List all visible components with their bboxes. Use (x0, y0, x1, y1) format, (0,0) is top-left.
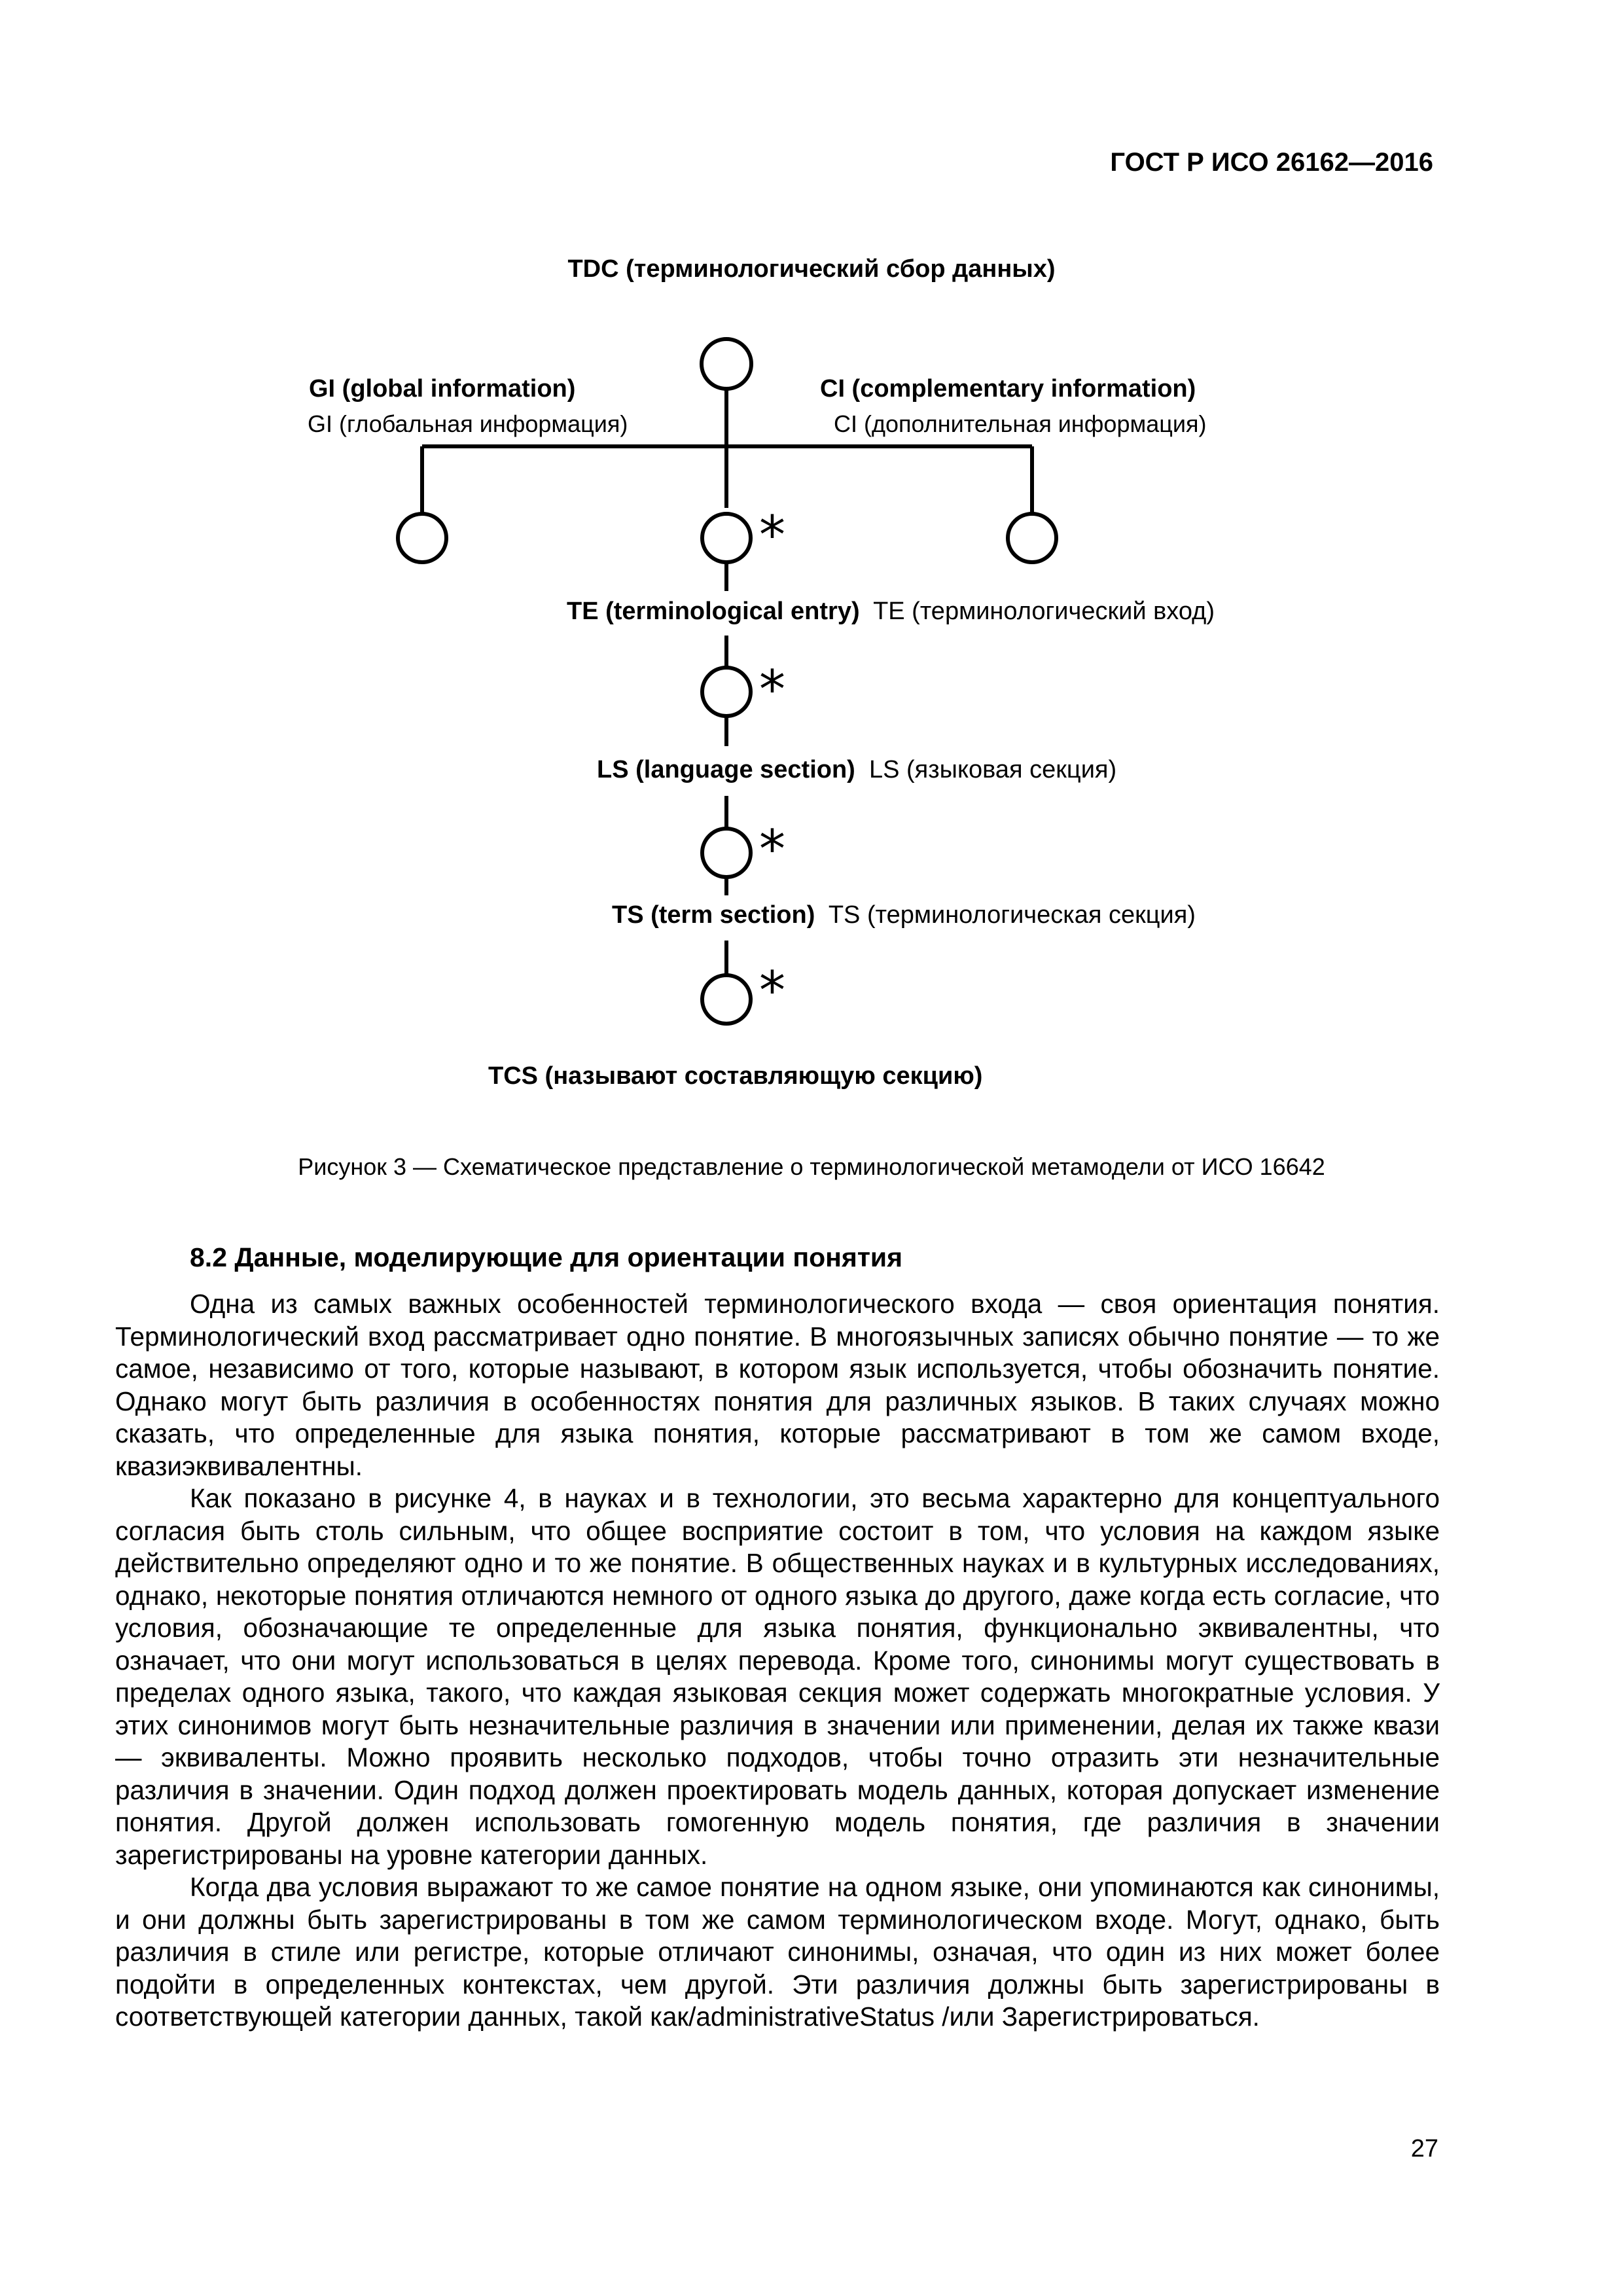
page-number: 27 (1410, 2135, 1438, 2162)
te-label-ru: TE (терминологический вход) (873, 598, 1215, 625)
gi-label-ru: GI (глобальная информация) (308, 410, 628, 437)
gi-label-en: GI (global information) (309, 375, 576, 403)
paragraph: Когда два условия выражают то же самое понятие на одном языке, они упоминаются как синонимы, и они должны быть зарегистрированы в том же самом терминологическом входе. Могут, однако, быть различия в стиле или регистре, которые отличают синонимы, означая, что один из них может более подойти в определенных контекстах, чем другой. Эти различия должны быть зарегистрированы в соответствующей категории данных, такой как/administrativeStatus /или Зарегистрироваться. (115, 1872, 1440, 2032)
ts-label (612, 901, 1196, 929)
ts-label-en: TS (term section) (612, 901, 815, 929)
ls-repeat-mark: * (759, 659, 785, 720)
te-repeat-mark: * (759, 505, 785, 565)
paragraph: Как показано в рисунке 4, в науках и в технологии, это весьма характерно для концептуального согласия быть столь сильным, что общее восприятие состоит в том, что условия на каждом языке действительно определяют одно и то же понятие. В общественных науках и в культурных исследованиях, однако, некоторые понятия отличаются немного от одного языка до другого, даже когда есть согласие, что условия, обозначающие те определенные для языка понятия, функционально эквивалентны, что означает, что они могут использоваться в целях перевода. Кроме того, синонимы могут существовать в пределах одного языка, такого, что каждая языковая секция может содержать многократные условия. У этих синонимов могут быть незначительные различия в значении или применении, делая их также квази — эквиваленты. Можно проявить несколько подходов, чтобы точно отразить эти незначительные различия в значении. Один подход должен проектировать модель данных, которая допускает изменение понятия. Другой должен использовать гомогенную модель понятия, где различия в значении зарегистрированы на уровне категории данных. (115, 1483, 1440, 1870)
ci-label-ru: CI (дополнительная информация) (834, 410, 1207, 437)
tcs-node (702, 975, 751, 1024)
body-text (115, 1288, 1440, 2034)
tdc-node (702, 339, 751, 389)
ts-node (702, 829, 751, 877)
ls-node (702, 668, 751, 716)
tdc-label: TDC (терминологический сбор данных) (567, 255, 1056, 283)
te-label (567, 598, 1215, 626)
paragraph: Одна из самых важных особенностей терминологического входа — своя ориентация понятия. Терминологический вход рассматривает одно понятие. В многоязычных записях обычно понятие — то же самое, независимо от того, которые называют, в котором язык используется, чтобы обозначить понятие. Однако могут быть различия в особенностях понятия для различных языков. В таких случаях можно сказать, что определенные для языка понятия, которые рассматривают в том же самом входе, квазиэквивалентны. (115, 1289, 1440, 1481)
te-node (702, 514, 751, 562)
te-label-en: TE (terminological entry) (567, 598, 860, 625)
tcs-repeat-mark: * (759, 960, 785, 1021)
document-header: ГОСТ Р ИСО 26162—2016 (1110, 148, 1433, 177)
section-heading: 8.2 Данные, моделирующие для ориентации понятия (190, 1242, 903, 1272)
ts-label-ru: TS (терминологическая секция) (828, 901, 1196, 929)
ci-label-en: CI (complementary information) (820, 375, 1196, 403)
figure-caption: Рисунок 3 — Схематическое представление о терминологической метамодели от ИСО 16642 (298, 1153, 1325, 1180)
ls-label-en: LS (language section) (597, 756, 855, 783)
diagram-lines (0, 0, 1623, 1113)
ls-label-ru: LS (языковая секция) (868, 756, 1117, 783)
metamodel-diagram (0, 0, 1623, 1113)
tcs-label: TCS (называют составляющую секцию) (488, 1062, 983, 1090)
ci-node (1008, 514, 1056, 562)
ts-repeat-mark: * (759, 819, 785, 880)
ls-label (597, 756, 1116, 784)
gi-node (398, 514, 446, 562)
